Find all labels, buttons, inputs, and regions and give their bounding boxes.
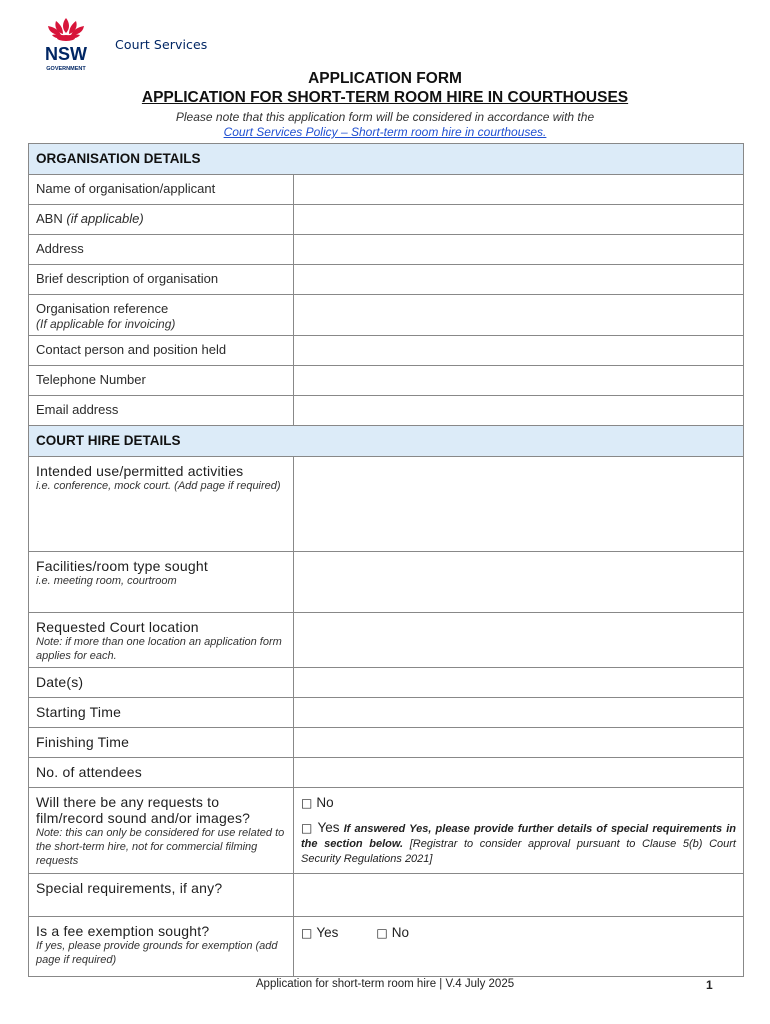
attendees-label: No. of attendees	[36, 764, 142, 780]
application-form-table	[28, 143, 744, 977]
location-label: Requested Court location	[36, 619, 199, 635]
contact-field[interactable]	[294, 336, 744, 366]
abn-field[interactable]	[294, 205, 744, 235]
special-requirements-label: Special requirements, if any?	[36, 880, 223, 896]
filming-no-option[interactable]: □ No	[301, 795, 334, 810]
attendees-field[interactable]	[294, 758, 744, 788]
start-time-field[interactable]	[294, 698, 744, 728]
form-row	[29, 336, 744, 366]
organisation-name-field[interactable]	[294, 175, 744, 205]
policy-note: Please note that this application form will be considered in accordance with the	[175, 110, 595, 124]
form-row	[29, 668, 744, 698]
form-row	[29, 552, 744, 613]
address-label: Address	[36, 241, 84, 256]
abn-label: ABN (if applicable)	[36, 211, 144, 226]
form-row	[29, 366, 744, 396]
form-row	[29, 396, 744, 426]
checkbox-icon[interactable]: □	[301, 796, 313, 810]
telephone-field[interactable]	[294, 366, 744, 396]
email-field[interactable]	[294, 396, 744, 426]
waratah-icon	[48, 18, 84, 41]
filming-yes-option[interactable]: □ Yes If answered Yes, please provide further details of special requirements in the section below. [Registrar to consider approval pursuant to Clause 5(b) Court Security Regulations 2021]	[301, 820, 737, 865]
intended-use-hint: i.e. conference, mock court. (Add page if required)	[36, 480, 281, 492]
finish-time-label: Finishing Time	[36, 734, 130, 750]
checkbox-icon[interactable]: □	[301, 926, 313, 940]
page-number: 1	[706, 978, 713, 992]
form-title: APPLICATION FORM	[308, 70, 462, 87]
form-row	[29, 758, 744, 788]
fee-exemption-options	[294, 917, 744, 977]
brand-name: Court Services	[115, 37, 208, 52]
fee-exemption-hint: If yes, please provide grounds for exemption (add page if required)	[36, 940, 278, 966]
form-row	[29, 265, 744, 295]
facilities-hint: i.e. meeting room, courtroom	[36, 575, 177, 587]
form-row	[29, 295, 744, 336]
start-time-label: Starting Time	[36, 704, 122, 720]
description-field[interactable]	[294, 265, 744, 295]
form-row	[29, 728, 744, 758]
filming-options	[294, 788, 744, 874]
dates-label: Date(s)	[36, 674, 84, 690]
section-heading: ORGANISATION DETAILS	[29, 144, 744, 175]
section-court-hire	[29, 426, 744, 457]
page-footer: Application for short-term room hire | V.4 July 2025	[255, 978, 515, 990]
form-row	[29, 613, 744, 668]
fee-exemption-label: Is a fee exemption sought?	[36, 923, 210, 939]
address-field[interactable]	[294, 235, 744, 265]
facilities-field[interactable]	[294, 552, 744, 613]
form-row	[29, 175, 744, 205]
facilities-label: Facilities/room type sought	[36, 558, 208, 574]
intended-use-field[interactable]	[294, 457, 744, 552]
reference-label: Organisation reference	[36, 301, 169, 316]
location-field[interactable]	[294, 613, 744, 668]
fee-yes-option[interactable]: □ Yes	[301, 925, 339, 940]
svg-text:GOVERNMENT: GOVERNMENT	[46, 66, 86, 72]
special-requirements-field[interactable]	[294, 874, 744, 917]
policy-link[interactable]: Court Services Policy – Short-term room hire in courthouses.	[223, 125, 547, 139]
fee-no-option[interactable]: □ No	[376, 925, 409, 940]
form-subtitle: APPLICATION FOR SHORT-TERM ROOM HIRE IN COURTHOUSES	[141, 89, 629, 106]
checkbox-icon[interactable]: □	[301, 821, 314, 835]
checkbox-icon[interactable]: □	[376, 926, 388, 940]
location-hint: Note: if more than one location an application form applies for each.	[36, 636, 282, 662]
email-label: Email address	[36, 402, 119, 417]
form-row	[29, 874, 744, 917]
telephone-label: Telephone Number	[36, 372, 146, 387]
filming-label: Will there be any requests to film/record sound and/or images?	[36, 794, 251, 826]
section-organisation	[29, 144, 744, 175]
reference-hint: (If applicable for invoicing)	[36, 317, 176, 331]
form-row	[29, 788, 744, 874]
description-label: Brief description of organisation	[36, 271, 219, 286]
organisation-name-label: Name of organisation/applicant	[36, 181, 216, 196]
form-row	[29, 235, 744, 265]
section-heading: COURT HIRE DETAILS	[29, 426, 744, 457]
form-row	[29, 205, 744, 235]
svg-text:NSW: NSW	[45, 44, 87, 64]
intended-use-label: Intended use/permitted activities	[36, 463, 244, 479]
form-row	[29, 698, 744, 728]
reference-field[interactable]	[294, 295, 744, 336]
finish-time-field[interactable]	[294, 728, 744, 758]
title-block	[0, 70, 770, 140]
filming-hint: Note: this can only be considered for use related to the short-term hire, not for commercial filming requests	[36, 827, 285, 867]
nsw-government-logo	[40, 16, 92, 74]
form-row	[29, 917, 744, 977]
form-row	[29, 457, 744, 552]
contact-label: Contact person and position held	[36, 342, 227, 357]
dates-field[interactable]	[294, 668, 744, 698]
